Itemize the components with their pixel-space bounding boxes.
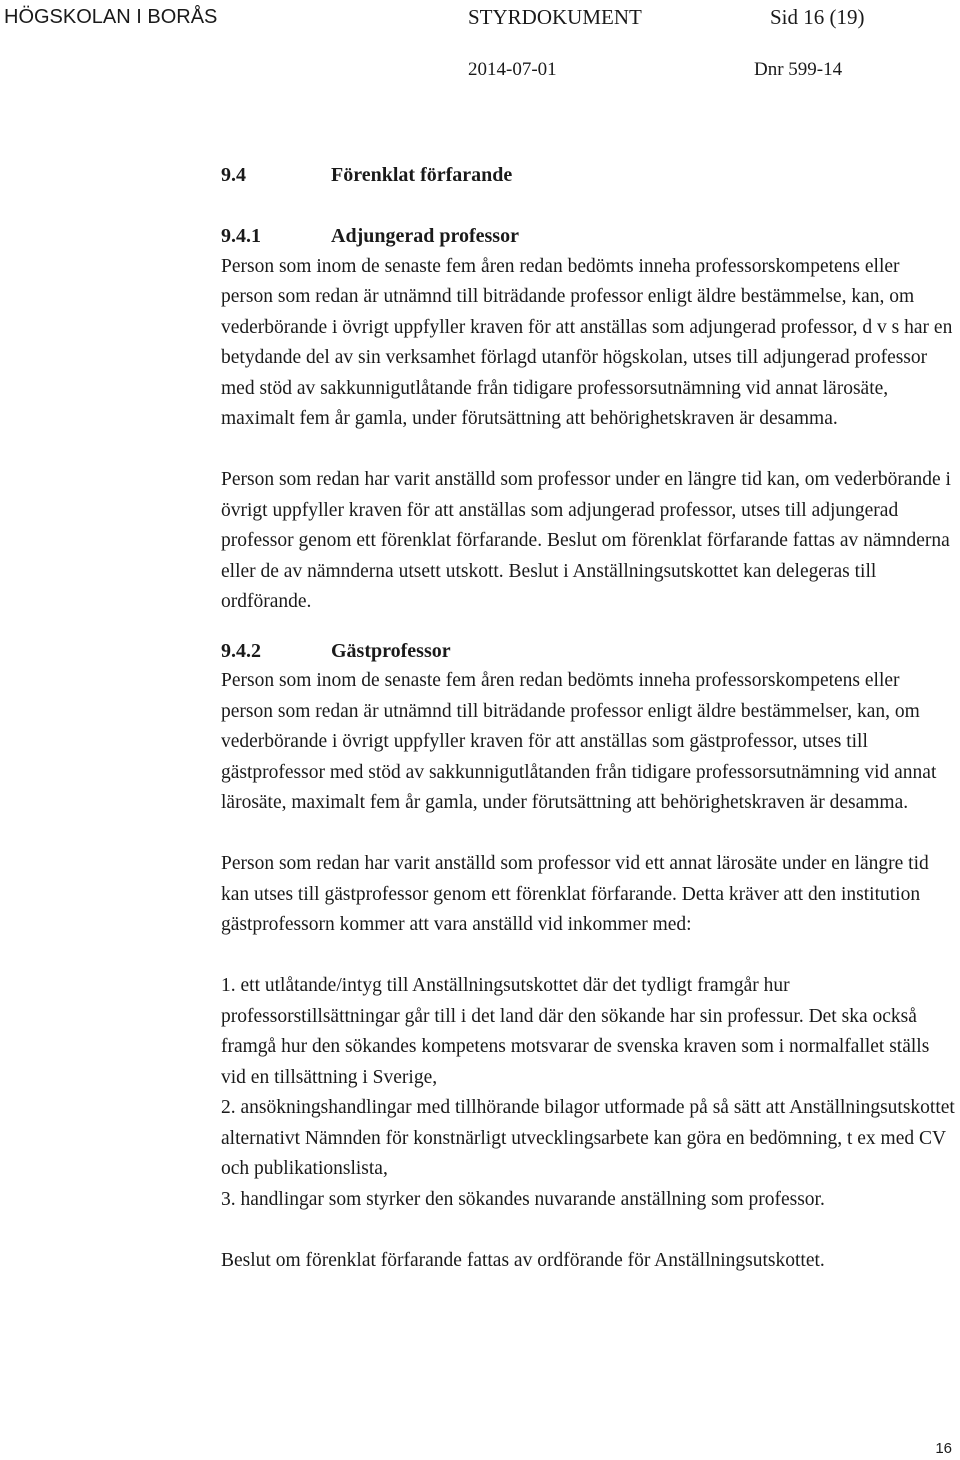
list-item: 3. handlingar som styrker den sökandes nuvarande anställning som professor. xyxy=(221,1188,825,1210)
list-item: 1. ett utlåtande/intyg till Anställningsutskottet där det tydligt framgår hur professorstillsättningar går till i det land där den sökande har sin professur. Det ska också framgå hur den sökandes kompetens motsvarar de svenska kraven som i normalfallet ställs vid en tillsättning i Sverige, xyxy=(221,975,930,1088)
section-title: Förenklat förfarande xyxy=(331,164,513,186)
document-type: STYRDOKUMENT xyxy=(468,5,642,29)
page-number: 16 xyxy=(935,1440,952,1457)
paragraph: Person som redan har varit anställd som professor vid ett annat lärosäte under en längre tid kan utses till gästprofessor genom ett förenklat förfarande. Detta kräver att den institution gästprofessorn kommer att vara anställd vid inkommer med: xyxy=(221,853,929,935)
list-item: 2. ansökningshandlingar med tillhörande bilagor utformade på så sätt att Anställningsutskottet alternativt Nämnden för konstnärligt utvecklingsarbete kan göra en bedömning, t ex med CV och publikationslista, xyxy=(221,1097,955,1179)
document-body xyxy=(221,160,956,1276)
subsection-heading-gastprofessor xyxy=(221,636,956,667)
section-heading xyxy=(221,160,956,191)
subsection-heading-adjungerad xyxy=(221,221,956,252)
subsection-title: Adjungerad professor xyxy=(331,225,519,247)
document-dnr: Dnr 599-14 xyxy=(754,59,843,80)
section-number: 9.4 xyxy=(221,164,246,186)
subsection-title: Gästprofessor xyxy=(331,639,451,662)
subsection-number: 9.4.2 xyxy=(221,639,261,662)
paragraph: Person som inom de senaste fem åren redan bedömts inneha professorskompetens eller person som redan är utnämnd till biträdande professor enligt äldre bestämmelse, kan, om vederbörande i övrigt uppfyller kraven för att anställas som adjungerad professor, d v s har en betydande del av sin verksamhet förlagd utanför högskolan, utses till adjungerad professor med stöd av sakkunnigutlåtande från tidigare professorsutnämning vid annat lärosäte, maximalt fem år gamla, under förutsättning att behörighetskraven är desamma. xyxy=(221,255,953,429)
paragraph: Person som inom de senaste fem åren redan bedömts inneha professorskompetens eller person som redan är utnämnd till biträdande professor enligt äldre bestämmelser, kan, om vederbörande i övrigt uppfyller kraven för att anställas som gästprofessor, utses till gästprofessor med stöd av sakkunnigutlåtanden från tidigare professorsutnämning vid annat lärosäte, maximalt fem år gamla, under förutsättning att behörighetskraven är desamma. xyxy=(221,670,937,813)
paragraph: Person som redan har varit anställd som professor under en längre tid kan, om vederbörande i övrigt uppfyller kraven för att anställas som adjungerad professor, utses till adjungerad professor genom ett förenklat förfarande. Beslut om förenklat förfarande fattas av nämnderna eller de av nämnderna utsett utskott. Beslut i Anställningsutskottet kan delegeras till ordförande. xyxy=(221,469,951,612)
paragraph: Beslut om förenklat förfarande fattas av ordförande för Anställningsutskottet. xyxy=(221,1249,825,1271)
document-date: 2014-07-01 xyxy=(468,59,557,80)
page-indicator: Sid 16 (19) xyxy=(770,5,865,29)
org-name: HÖGSKOLAN I BORÅS xyxy=(4,6,218,28)
subsection-number: 9.4.1 xyxy=(221,225,261,247)
requirements-list xyxy=(221,971,956,1215)
